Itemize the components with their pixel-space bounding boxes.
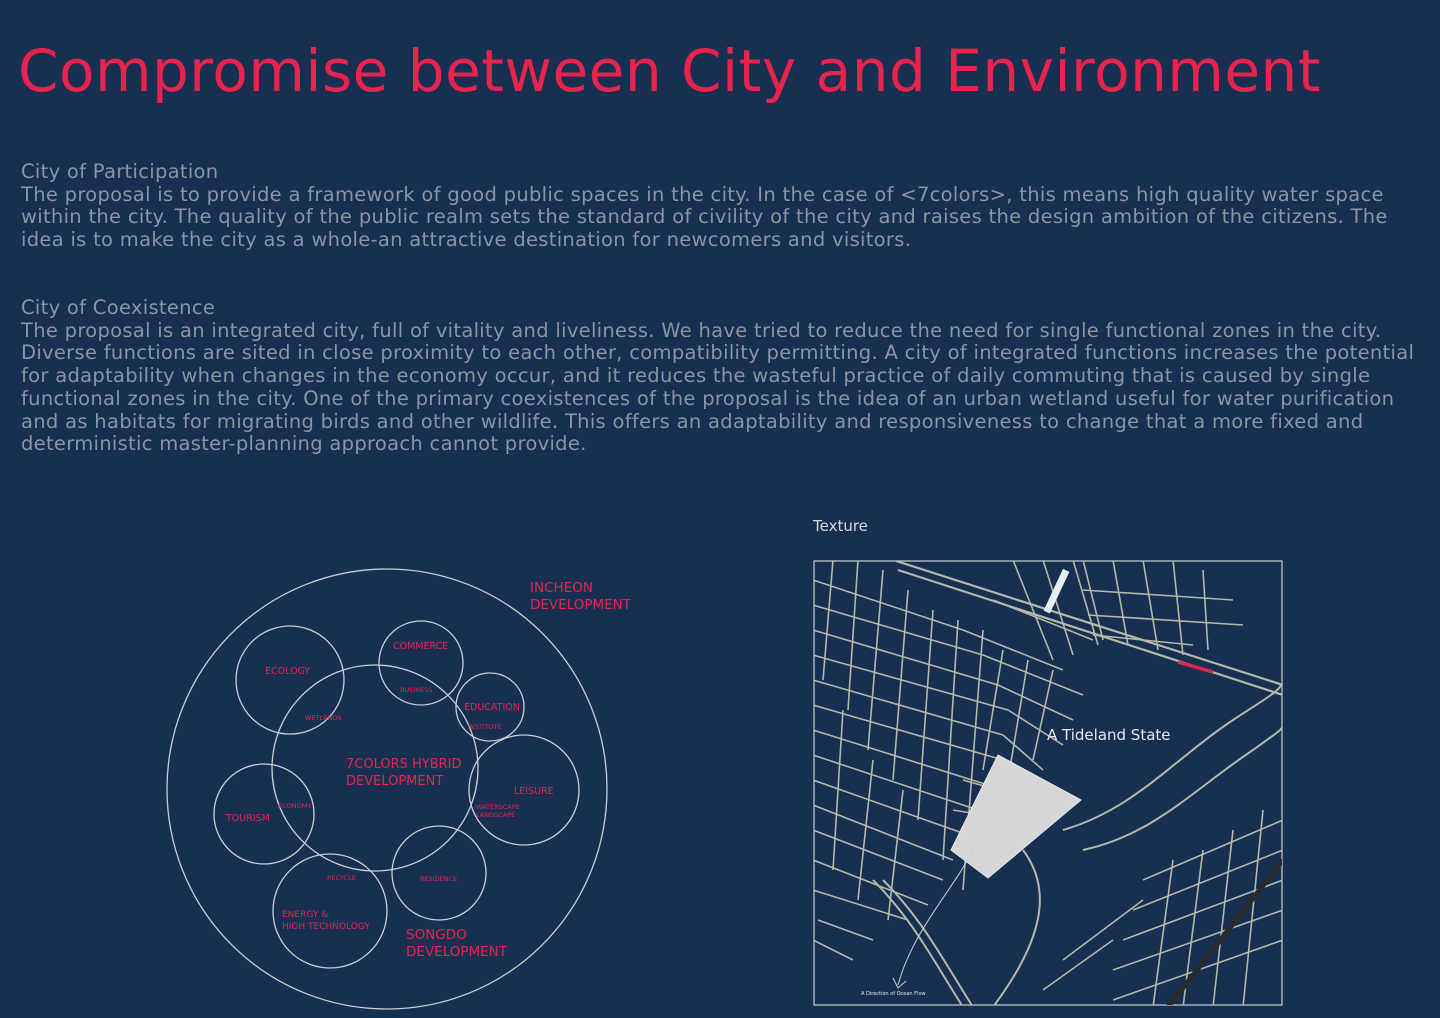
section-participation [21, 161, 1426, 252]
institute-label: INSTITUTE [468, 723, 502, 731]
section-body: The proposal is to provide a framework of good public spaces in the city. In the case of <7colors>, this means high quality water space within the city. The quality of the public realm sets the standard of civility of the city and raises the design ambition of the citizens. The idea is to make the city as a whole-an attractive destination for newcomers and visitors. [21, 182, 1388, 252]
education-label: EDUCATION [464, 702, 520, 713]
residence-label: RESIDENCE [420, 875, 458, 883]
hybrid-label-2: DEVELOPMENT [346, 774, 444, 789]
texture-map [813, 560, 1284, 1007]
leisure-label: LEISURE [514, 786, 554, 797]
energy-label-1: ENERGY & [282, 910, 329, 920]
texture-label: Texture [813, 517, 868, 535]
economy-label: ECONOMY [278, 802, 312, 810]
residence-circle [392, 826, 486, 920]
incheon-label-1: INCHEON [530, 580, 593, 596]
wetlands-label: WETLANDS [305, 714, 342, 722]
songdo-label-2: DEVELOPMENT [406, 944, 508, 960]
section-heading: City of Participation [21, 160, 219, 183]
recycle-label: RECYCLE [327, 874, 356, 882]
incheon-label-2: DEVELOPMENT [530, 597, 632, 613]
business-label: BUSINESS [400, 686, 433, 694]
commerce-label: COMMERCE [393, 641, 449, 652]
section-coexistence [21, 297, 1426, 456]
development-diagram [150, 560, 660, 1010]
waterscape-label-2: LANDSCAPE [476, 811, 516, 819]
songdo-label-1: SONGDO [406, 927, 467, 943]
waterscape-label-1: WATERSCAPE [476, 803, 520, 811]
tideland-label: A Tideland State [1047, 726, 1171, 744]
section-heading: City of Coexistence [21, 296, 216, 319]
ecology-label: ECOLOGY [265, 666, 311, 677]
section-body: The proposal is an integrated city, full of vitality and liveliness. We have tried to reduce the need for single functional zones in the city. Diverse functions are sited in close proximity to each other, compatibility permitting. A city of integrated functions increases the potential for adaptability when changes in the economy occur, and it reduces the wasteful practice of daily commuting that is caused by single functional zones in the city. One of the primary coexistences of the proposal is the idea of an urban wetland useful for water purification and as habitats for migrating birds and other wildlife. This offers an adaptability and responsiveness to change that a more fixed and deterministic master-planning approach cannot provide. [21, 318, 1415, 456]
tourism-label: TOURISM [226, 813, 270, 824]
page-title: Compromise between City and Environment [18, 37, 1322, 105]
energy-label-2: HIGH TECHNOLOGY [282, 922, 370, 932]
hybrid-label-1: 7COLORS HYBRID [346, 757, 462, 772]
ocean-flow-caption: A Direction of Ocean Flow [861, 991, 926, 997]
